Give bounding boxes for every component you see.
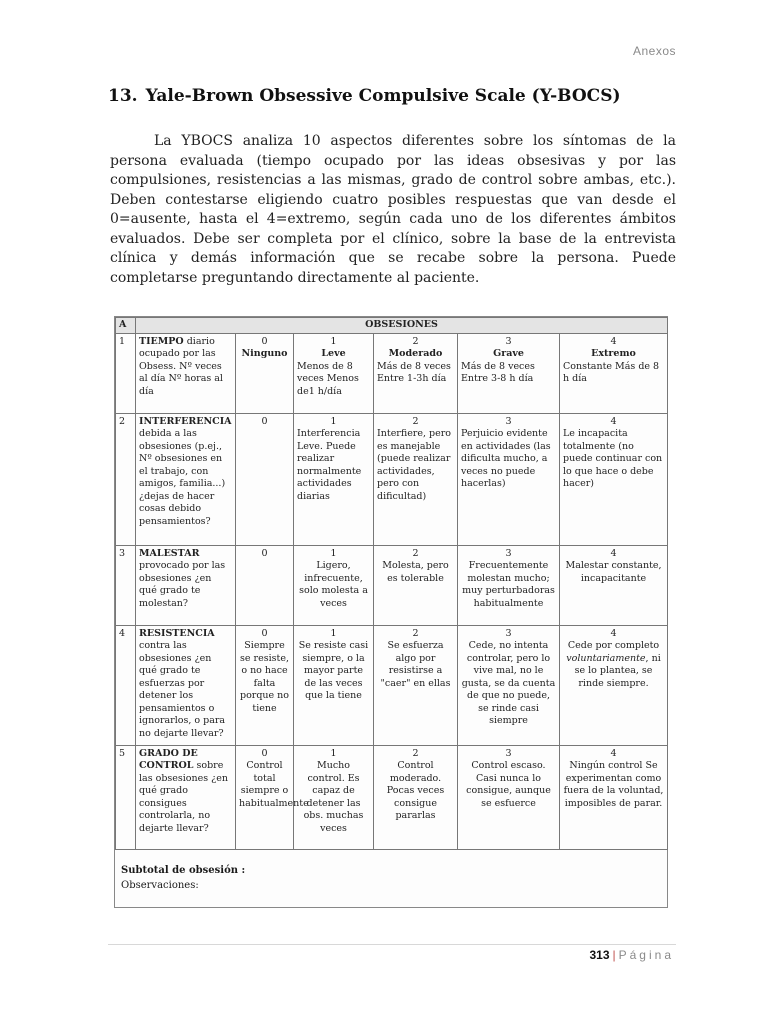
row-item-title: INTERFERENCIA xyxy=(139,415,232,427)
score-text-emphasis: voluntariamente xyxy=(566,652,646,664)
score-number: 3 xyxy=(505,747,512,759)
score-1-cell xyxy=(294,625,374,745)
row-item-description: diario ocupado por las Obsess. Nº veces al día Nº horas al día xyxy=(139,335,223,397)
score-text: Control moderado. Pocas veces consigue pararlas xyxy=(386,760,445,821)
table-grid xyxy=(115,317,668,850)
ybocs-obsessions-table xyxy=(114,316,668,908)
score-number: 3 xyxy=(505,335,512,347)
score-number: 1 xyxy=(330,627,337,639)
score-4-cell xyxy=(560,413,668,545)
row-index: 5 xyxy=(116,745,136,849)
score-title: Extremo xyxy=(591,348,636,359)
score-3-cell xyxy=(458,745,560,849)
row-item xyxy=(136,413,236,545)
score-title: Grave xyxy=(493,348,524,359)
score-3-cell xyxy=(458,625,560,745)
score-number: 1 xyxy=(330,415,337,427)
subtotal-label: Subtotal de obsesión : xyxy=(121,865,246,876)
score-text: Perjuicio evidente en actividades (las dificulta mucho, a veces no puede hacerlas) xyxy=(461,428,551,489)
score-text: Menos de 8 veces Menos de1 h/día xyxy=(297,360,359,397)
page-label: Página xyxy=(618,948,674,962)
score-text: Más de 8 veces Entre 1-3h día xyxy=(377,360,451,384)
score-text: Control escaso. Casi nunca lo consigue, aunque se esfuerce xyxy=(466,760,551,809)
score-number: 0 xyxy=(261,747,268,759)
score-2-cell xyxy=(374,413,458,545)
table-row xyxy=(116,413,668,545)
row-item xyxy=(136,745,236,849)
score-2-cell xyxy=(374,745,458,849)
row-item-title: RESISTENCIA xyxy=(139,627,215,639)
score-text: Control total siempre o habitualmente xyxy=(239,760,309,809)
score-number: 3 xyxy=(505,415,512,427)
score-number: 0 xyxy=(261,415,268,427)
row-item xyxy=(136,545,236,625)
score-number: 1 xyxy=(330,547,337,559)
row-index: 2 xyxy=(116,413,136,545)
table-row xyxy=(116,745,668,849)
row-item xyxy=(136,625,236,745)
table-header-row xyxy=(116,318,668,334)
score-text: Se resiste casi siempre, o la mayor parte de las veces que la tiene xyxy=(298,640,369,701)
score-number: 2 xyxy=(412,547,419,559)
score-number: 2 xyxy=(412,415,419,427)
score-2-cell xyxy=(374,545,458,625)
score-1-cell xyxy=(294,333,374,413)
score-number: 4 xyxy=(610,747,617,759)
score-1-cell xyxy=(294,745,374,849)
score-text: Siempre se resiste, o no hace falta porque no tiene xyxy=(239,640,290,714)
score-4-cell xyxy=(560,625,668,745)
footer-divider xyxy=(108,944,676,945)
score-text: Ninguno xyxy=(241,348,288,359)
row-item-title: TIEMPO xyxy=(139,335,184,347)
score-number: 2 xyxy=(412,335,419,347)
row-item-title: MALESTAR xyxy=(139,547,200,559)
score-text: Más de 8 veces Entre 3-8 h día xyxy=(461,360,535,384)
score-text: Interfiere, pero es manejable (puede realizar actividades, pero con dificultad) xyxy=(377,428,451,502)
score-4-cell xyxy=(560,545,668,625)
score-4-cell xyxy=(560,333,668,413)
page-footer xyxy=(589,948,674,962)
intro-paragraph-text: La YBOCS analiza 10 aspectos diferentes sobre los síntomas de la persona evaluada (tiempo ocupado por las ideas obsesivas y por las compulsiones, resistencias a las mismas, grado de control sobre ambas, etc.). Deben contestarse eligiendo cuatro posibles respuestas que van desde el 0=ausente, hasta el 4=extremo, según cada uno de los diferentes ámbitos evaluados. Debe ser completa por el clínico, sobre la base de la entrevista clínica y demás información que se recabe sobre la persona. Puede completarse preguntando directamente al paciente. xyxy=(110,133,676,286)
score-text-a: Cede por completo xyxy=(567,640,660,651)
score-0-cell xyxy=(236,625,294,745)
score-text: Se esfuerza algo por resistirse a "caer" en ellas xyxy=(380,640,451,689)
score-2-cell xyxy=(374,333,458,413)
row-index: 3 xyxy=(116,545,136,625)
footer-separator: | xyxy=(612,948,616,962)
score-0-cell xyxy=(236,745,309,849)
score-number: 0 xyxy=(261,335,268,347)
table-row xyxy=(116,333,668,413)
score-number: 1 xyxy=(330,747,337,759)
score-text: Frecuentemente molestan mucho; muy perturbadoras habitualmente xyxy=(462,560,555,609)
obsessions-header: OBSESIONES xyxy=(136,318,668,334)
running-header: Anexos xyxy=(632,44,676,58)
score-number: 3 xyxy=(505,547,512,559)
score-0-cell xyxy=(236,413,294,545)
score-text: Le incapacita totalmente (no puede continuar con lo que hace o debe hacer) xyxy=(563,428,663,489)
page-number: 313 xyxy=(589,948,610,962)
section-title-text: Yale-Brown Obsessive Compulsive Scale (Y-BOCS) xyxy=(145,86,621,106)
table-row xyxy=(116,625,668,745)
row-index: 4 xyxy=(116,625,136,745)
score-title: Moderado xyxy=(388,348,443,359)
score-number: 4 xyxy=(610,335,617,347)
score-number: 1 xyxy=(330,335,337,347)
score-number: 4 xyxy=(610,415,617,427)
score-text: Ligero, infrecuente, solo molesta a veces xyxy=(299,560,368,609)
observations-label: Observaciones: xyxy=(121,880,199,891)
score-number: 0 xyxy=(261,627,268,639)
row-item-description: sobre las obsesiones ¿en qué grado consigues controlarla, no dejarte llevar? xyxy=(139,760,228,834)
row-item-description: provocado por las obsesiones ¿en qué grado te molestan? xyxy=(139,560,226,609)
score-number: 2 xyxy=(412,627,419,639)
score-text: Mucho control. Es capaz de detener las obs. muchas veces xyxy=(303,760,364,834)
score-text: Constante Más de 8 h día xyxy=(563,360,660,384)
score-3-cell xyxy=(458,545,560,625)
score-text: Interferencia Leve. Puede realizar normalmente actividades diarias xyxy=(297,428,362,502)
row-item xyxy=(136,333,236,413)
section-title xyxy=(108,86,621,106)
score-4-cell xyxy=(560,745,668,849)
section-number: 13. xyxy=(108,86,138,106)
score-1-cell xyxy=(294,545,374,625)
score-number: 0 xyxy=(261,547,268,559)
score-number: 2 xyxy=(412,747,419,759)
score-title: Leve xyxy=(321,348,346,359)
score-text: Ningún control Se experimentan como fuera de la voluntad, imposibles de parar. xyxy=(563,760,664,809)
score-number: 4 xyxy=(610,627,617,639)
score-number: 4 xyxy=(610,547,617,559)
row-item-description: contra las obsesiones ¿en qué grado te esfuerzas por detener los pensamientos o ignorarlos, o para no dejarte llevar? xyxy=(139,640,226,739)
score-0-cell xyxy=(236,333,294,413)
score-3-cell xyxy=(458,333,560,413)
score-text: Malestar constante, incapacitante xyxy=(565,560,662,584)
score-text: Cede, no intenta controlar, pero lo vive mal, no le gusta, se da cuenta de que no puede, se rinde casi siempre xyxy=(461,640,556,726)
row-item-description: debida a las obsesiones (p.ej., Nº obsesiones en el trabajo, con amigos, familia...) ¿dejas de hacer cosas debido pensamientos? xyxy=(139,428,226,527)
score-2-cell xyxy=(374,625,458,745)
row-index: 1 xyxy=(116,333,136,413)
score-number: 3 xyxy=(505,627,512,639)
score-1-cell xyxy=(294,413,374,545)
table-row xyxy=(116,545,668,625)
score-3-cell xyxy=(458,413,560,545)
score-text: Molesta, pero es tolerable xyxy=(382,560,449,584)
column-a-header: A xyxy=(116,318,136,334)
intro-paragraph xyxy=(110,132,676,288)
score-text-b: , ni se lo plantea, se rinde siempre. xyxy=(574,652,661,689)
score-0-cell xyxy=(236,545,294,625)
row-item-title: GRADO DE CONTROL xyxy=(139,747,198,771)
